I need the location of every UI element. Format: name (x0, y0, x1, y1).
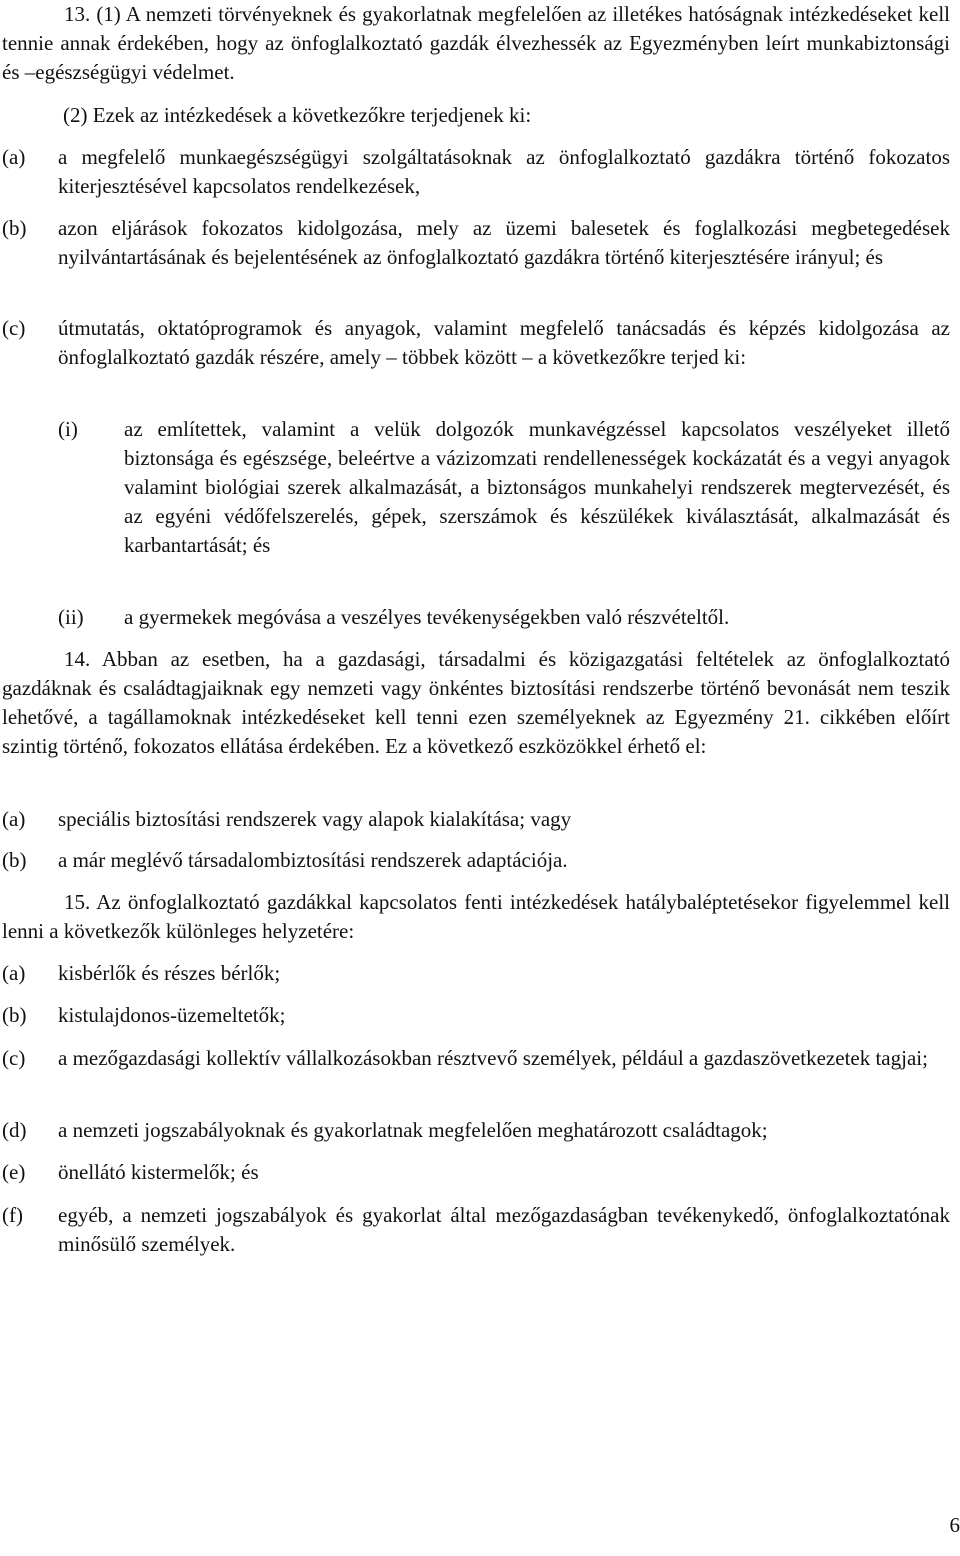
sub-list-item (58, 415, 950, 560)
list-item (2, 143, 950, 201)
list-item (2, 1158, 950, 1187)
paragraph-14: 14. Abban az esetben, ha a gazdasági, társadalmi és közigazgatási feltételek az önfoglalkoztató gazdáknak és családtagjaiknak egy nemzeti vagy önkéntes biztosítási rendszerbe történő bevonását nem teszik lehetővé, a tagállamoknak intézkedéseket kell tenni ezen személyeknek az Egyezmény 21. cikkében előírt szintig történő, fokozatos ellátása érdekében. Ez a következő eszközökkel érhető el: (2, 647, 950, 758)
list-item-text: a gyermekek megóvása a veszélyes tevékenységekben való részvételtől. (124, 605, 730, 629)
list-marker: (e) (2, 1160, 26, 1184)
list-item-text: a mezőgazdasági kollektív vállalkozásokban résztvevő személyek, például a gazdaszövetkezetek tagjai; (58, 1046, 928, 1070)
list-item-text: az említettek, valamint a velük dolgozók munkavégzéssel kapcsolatos veszélyeket illető biztonsága és egészsége, beleértve a vázizomzati rendellenességek kockázatát és a vegyi anyagok valamint biológiai szerek alkalmazását, a biztonságos munkahelyi rendszerek megtervezését, és az egyéni védőfelszerelés, gépek, szerszámok és készülékek kiválasztását, alkalmazását és karbantartását; és (124, 417, 950, 557)
list-item (2, 214, 950, 272)
paragraph-13-1 (2, 0, 950, 87)
list-item (2, 1201, 950, 1259)
list-item (2, 314, 950, 372)
list-item (2, 1001, 950, 1030)
paragraph-13-2: (2) Ezek az intézkedések a következőkre terjedjenek ki: (63, 103, 532, 127)
paragraph-15: 15. Az önfoglalkoztató gazdákkal kapcsolatos fenti intézkedések hatálybaléptetésekor figyelemmel kell lenni a következők különleges helyzetére: (2, 890, 950, 943)
list-item-text: kisbérlők és részes bérlők; (58, 961, 281, 985)
list-item-text: útmutatás, oktatóprogramok és anyagok, valamint megfelelő tanácsadás és képzés kidolgozása az önfoglalkoztató gazdák részére, amely – többek között – a következőkre terjed ki: (58, 316, 950, 369)
list-item (2, 805, 950, 834)
list-item-text: azon eljárások fokozatos kidolgozása, mely az üzemi balesetek és foglalkozási megbetegedések nyilvántartásának és bejelentésének az önfoglalkoztató gazdákra történő kiterjesztésére irányul; és (58, 216, 950, 269)
paragraph-13-1-text: (1) A nemzeti törvényeknek és gyakorlatnak megfelelően az illetékes hatóságnak intézkedéseket kell tennie annak érdekében, hogy az önfoglalkoztató gazdák élvezhessék az Egyezményben leírt munkabiztonsági és –egészségügyi védelmet. (2, 2, 951, 84)
list-item-text: önellátó kistermelők; és (58, 1160, 259, 1184)
list-item-text: a megfelelő munkaegészségügyi szolgáltatásoknak az önfoglalkoztató gazdákra történő fokozatos kiterjesztésével kapcsolatos rendelkezések, (58, 145, 950, 198)
list-item (2, 1044, 950, 1073)
list-item (2, 959, 950, 988)
list-item-text: egyéb, a nemzeti jogszabályok és gyakorlat által mezőgazdaságban tevékenykedő, önfoglalkoztatónak minősülő személyek. (58, 1203, 950, 1256)
list-item (2, 846, 950, 875)
list-marker: (b) (2, 1003, 27, 1027)
paragraph-13-number: 13. (64, 2, 91, 26)
list-marker: (a) (2, 961, 26, 985)
list-marker: (f) (2, 1203, 23, 1227)
list-marker: (ii) (58, 605, 84, 629)
list-marker: (i) (58, 417, 78, 441)
list-marker: (b) (2, 216, 27, 240)
list-item-text: a nemzeti jogszabályoknak és gyakorlatnak megfelelően meghatározott családtagok; (58, 1118, 768, 1142)
list-marker: (d) (2, 1118, 27, 1142)
list-marker: (c) (2, 316, 26, 340)
list-item-text: speciális biztosítási rendszerek vagy alapok kialakítása; vagy (58, 807, 572, 831)
list-item (2, 1116, 950, 1145)
list-item-text: kistulajdonos-üzemeltetők; (58, 1003, 286, 1027)
list-marker: (a) (2, 807, 26, 831)
sub-list-item (58, 603, 950, 632)
page-number: 6 (949, 1513, 960, 1537)
list-marker: (a) (2, 145, 26, 169)
list-item-text: a már meglévő társadalombiztosítási rendszerek adaptációja. (58, 848, 568, 872)
list-marker: (c) (2, 1046, 26, 1070)
list-marker: (b) (2, 848, 27, 872)
